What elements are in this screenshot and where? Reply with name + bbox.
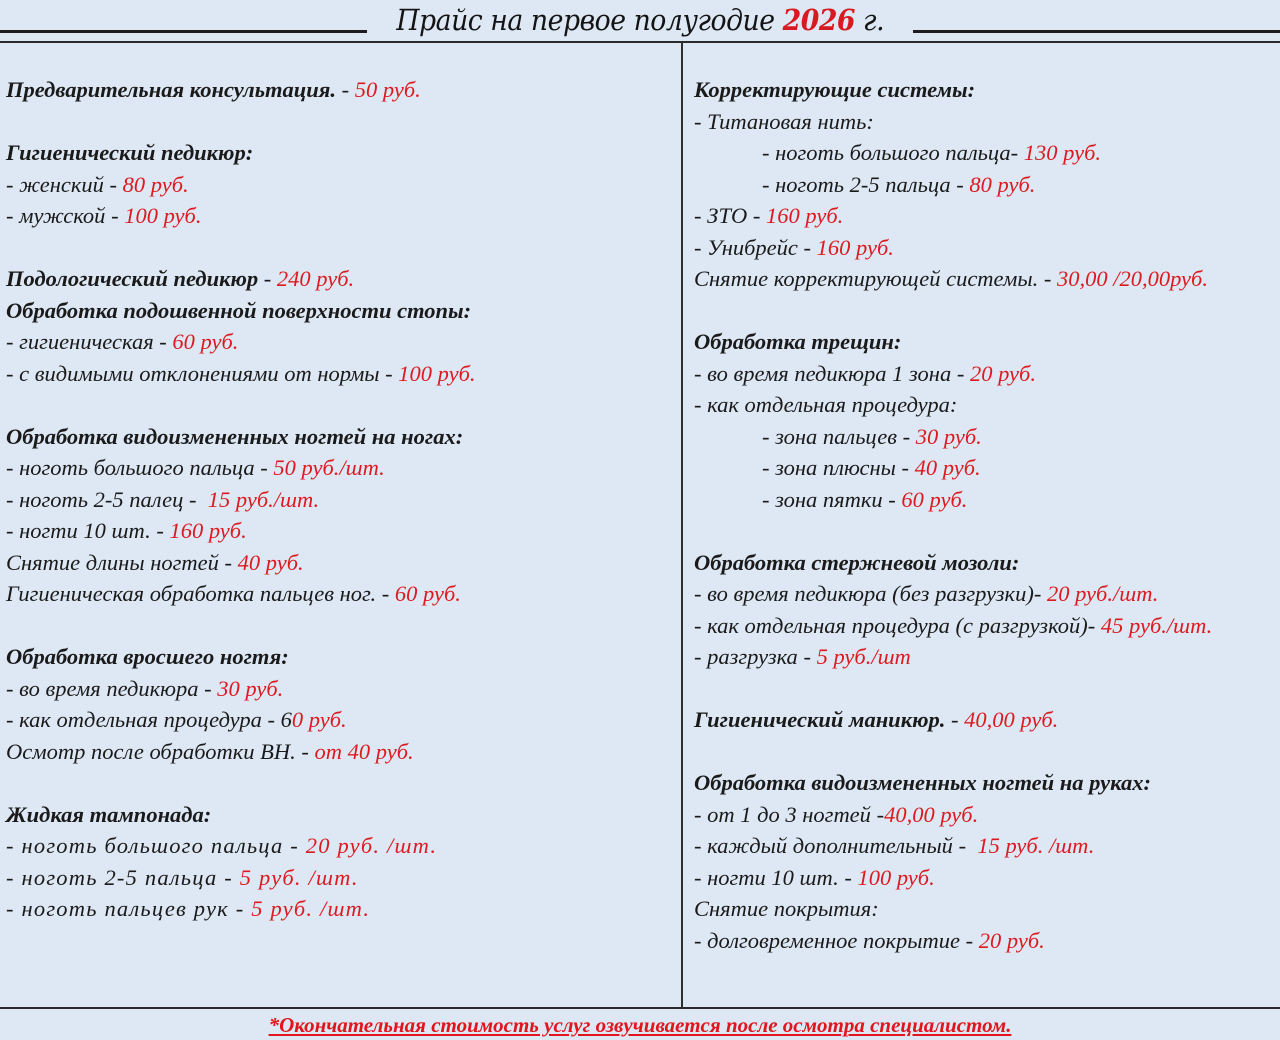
price: 100 руб. (857, 864, 935, 890)
bottom-divider (0, 1007, 1280, 1009)
separator: - (198, 675, 218, 701)
service-item (6, 515, 674, 547)
service-label: - во время педикюра (без разгрузки) (694, 581, 1034, 606)
spacer (694, 295, 1274, 327)
service-label: Подологический педикюр (6, 266, 259, 291)
service-label: Гигиеническая обработка пальцев ног. (6, 581, 377, 606)
service-label: - во время педикюра (6, 675, 199, 701)
separator: - (951, 360, 970, 386)
separator: - (295, 738, 315, 764)
service-heading (6, 421, 674, 453)
service-item (6, 169, 674, 201)
left-column (6, 74, 674, 925)
header-rule-left (0, 30, 367, 33)
service-item (6, 704, 674, 736)
service-item (6, 578, 674, 610)
price: 5 руб. /шт. (251, 896, 371, 921)
service-label: - ноготь 2-5 палец (6, 486, 184, 512)
separator: - (897, 423, 916, 449)
price: 60 руб. (394, 581, 461, 606)
separator: - (952, 833, 978, 858)
separator: - (1038, 266, 1057, 291)
header-rule-right (913, 30, 1280, 33)
service-label: Обработка видоизмененных ногтей на ногах: (6, 423, 464, 449)
price: 80 руб. (969, 171, 1036, 197)
service-item (694, 641, 1274, 673)
price: 50 руб./шт. (273, 455, 385, 480)
spacer (694, 515, 1274, 547)
separator: - (838, 864, 858, 890)
separator: - (183, 486, 208, 512)
separator: - (960, 927, 979, 953)
price: 40 руб. (237, 549, 304, 575)
service-item (694, 389, 1274, 421)
separator: - (1087, 612, 1101, 638)
price: 160 руб. (169, 518, 247, 543)
separator: - (103, 171, 123, 197)
service-label: - каждый дополнительный (694, 833, 953, 858)
price: 15 руб./шт. (207, 486, 320, 512)
spacer (694, 736, 1274, 768)
service-item (694, 232, 1274, 264)
service-item (694, 452, 1274, 484)
service-item (694, 610, 1274, 642)
separator: - (379, 360, 399, 386)
service-label: - с видимыми отклонениями от нормы (6, 360, 380, 386)
service-heading (6, 641, 674, 673)
service-item (6, 862, 674, 894)
service-label: - как отдельная процедура (с разгрузкой) (694, 612, 1088, 638)
service-label: - ноготь большого пальца (762, 140, 1011, 165)
service-label: - ноготь 2-5 пальца (6, 864, 218, 890)
service-item (694, 893, 1274, 925)
separator: - (105, 203, 125, 228)
service-label: - ноготь большого пальца (6, 455, 255, 480)
service-heading (6, 74, 674, 106)
price: 15 руб. /шт. (977, 833, 1095, 858)
price: 100 руб. (124, 203, 202, 228)
service-item (694, 137, 1274, 169)
service-label: - ноготь пальцев рук (6, 896, 229, 921)
service-label: Осмотр после обработки ВН. (6, 738, 296, 764)
service-item (6, 673, 674, 705)
price: 5 руб. /шт. (239, 864, 359, 890)
separator: - (747, 203, 767, 228)
service-item (694, 200, 1274, 232)
price: 60 руб. (901, 486, 968, 512)
separator: - (376, 581, 395, 606)
service-label: Обработка подошвенной поверхности стопы: (6, 297, 472, 323)
separator: - (1033, 581, 1047, 606)
service-label: Обработка вросшего ногтя: (6, 644, 289, 669)
header (0, 0, 1280, 38)
service-item (6, 484, 674, 516)
separator: - (945, 707, 965, 732)
price: 100 руб. (398, 360, 476, 386)
price: от 40 руб. (314, 738, 414, 764)
service-label: Снятие покрытия: (694, 896, 879, 921)
price: 240 руб. (276, 266, 355, 291)
separator: - (218, 549, 238, 575)
title-suffix: г. (854, 3, 884, 37)
service-item (6, 200, 674, 232)
separator: - (895, 455, 915, 480)
service-label: - во время педикюра 1 зона (694, 360, 952, 386)
separator: - (336, 77, 355, 102)
service-label: - гигиеническая (6, 329, 154, 354)
service-item (6, 452, 674, 484)
service-heading (6, 137, 674, 169)
service-label: - ЗТО (694, 203, 748, 228)
service-item (694, 484, 1274, 516)
spacer (6, 389, 674, 421)
service-label: - женский (6, 171, 104, 197)
service-label: - долговременное покрытие (694, 927, 961, 953)
service-label: Снятие корректирующей системы. (694, 266, 1039, 291)
service-label: - зона плюсны (762, 455, 896, 480)
service-item (6, 326, 674, 358)
top-divider (0, 41, 1280, 43)
service-item (694, 421, 1274, 453)
price: 40,00 руб. (884, 801, 979, 827)
service-label: - ногти 10 шт. (694, 864, 839, 890)
price: 40,00 руб. (964, 707, 1059, 732)
spacer (6, 610, 674, 642)
spacer (694, 673, 1274, 705)
title-year: 2026 (782, 3, 855, 37)
price: 80 руб. (122, 171, 189, 197)
service-item (6, 736, 674, 768)
service-label: Обработка стержневой мозоли: (694, 549, 1020, 575)
service-label: - от 1 до 3 ногтей (694, 801, 871, 827)
service-heading (694, 74, 1274, 106)
service-label: Обработка видоизмененных ногтей на руках: (694, 770, 1151, 795)
service-label: Жидкая тампонада: (6, 801, 212, 827)
service-label: Гигиенический педикюр: (6, 140, 254, 165)
separator: - (870, 801, 885, 827)
service-heading (694, 704, 1274, 736)
service-label: - Титановая нить: (694, 108, 874, 134)
service-item (694, 862, 1274, 894)
page-title (389, 2, 892, 38)
service-label: - как отдельная процедура: (694, 392, 958, 417)
spacer (6, 106, 674, 138)
price: 20 руб./шт. (1046, 581, 1159, 606)
service-heading (694, 326, 1274, 358)
price: 160 руб. (816, 234, 894, 260)
service-label: Корректирующие системы: (694, 77, 976, 102)
price: 30 руб. (915, 423, 982, 449)
service-label: - зона пальцев (762, 423, 897, 449)
service-label: Предварительная консультация. (6, 77, 336, 102)
service-heading (6, 799, 674, 831)
service-item (694, 799, 1274, 831)
separator: - (283, 833, 306, 858)
service-item (694, 106, 1274, 138)
price: 50 руб. (354, 77, 421, 102)
separator: - (228, 896, 252, 921)
service-heading (6, 295, 674, 327)
separator: - (797, 644, 817, 669)
service-label: - ногти 10 шт. (6, 518, 151, 543)
spacer (6, 232, 674, 264)
price: 20 руб. /шт. (305, 833, 438, 858)
service-item (6, 893, 674, 925)
separator: - (950, 171, 970, 197)
price: 45 руб./шт. (1100, 612, 1213, 638)
spacer (6, 767, 674, 799)
price: 40 руб. (914, 455, 981, 480)
service-item (6, 547, 674, 579)
service-label: - ноготь 2-5 пальца (762, 171, 951, 197)
price: 20 руб. (978, 927, 1045, 953)
title-text: Прайс на первое полугодие (396, 3, 783, 37)
separator: - (797, 234, 817, 260)
service-item (694, 169, 1274, 201)
separator: - 6 (261, 707, 292, 732)
service-label: - мужской (6, 203, 106, 228)
service-heading (694, 547, 1274, 579)
separator: - (150, 518, 170, 543)
service-item (6, 358, 674, 390)
service-label: - зона пятки (762, 486, 883, 512)
price: 20 руб. (969, 360, 1036, 386)
separator: - (153, 329, 173, 354)
service-label: Обработка трещин: (694, 329, 902, 354)
price: 0 руб. (291, 707, 347, 732)
service-item (6, 830, 674, 862)
separator: - (217, 864, 240, 890)
service-item (694, 358, 1274, 390)
service-heading (6, 263, 674, 295)
column-divider (681, 42, 683, 1008)
price: 30,00 /20,00руб. (1056, 266, 1208, 291)
service-label: Гигиенический маникюр. (694, 707, 946, 732)
separator: - (254, 455, 274, 480)
separator: - (882, 486, 902, 512)
price: 130 руб. (1023, 140, 1102, 165)
service-item (694, 925, 1274, 957)
footer-note: *Окончательная стоимость услуг озвучивается после осмотра специалистом. (268, 1013, 1012, 1037)
service-heading (694, 767, 1274, 799)
price: 160 руб. (766, 203, 844, 228)
service-label: Снятие длины ногтей (6, 549, 219, 575)
separator: - (258, 266, 277, 291)
service-item (694, 263, 1274, 295)
price: 30 руб. (217, 675, 284, 701)
separator: - (1010, 140, 1024, 165)
service-label: - ноготь большого пальца (6, 833, 284, 858)
service-item (694, 830, 1274, 862)
right-column (694, 74, 1274, 956)
service-label: - Унибрейс (694, 234, 798, 260)
service-item (694, 578, 1274, 610)
price: 60 руб. (172, 329, 239, 354)
service-label: - как отдельная процедура (6, 707, 262, 732)
service-label: - разгрузка (694, 644, 798, 669)
price: 5 руб./шт (816, 644, 911, 669)
